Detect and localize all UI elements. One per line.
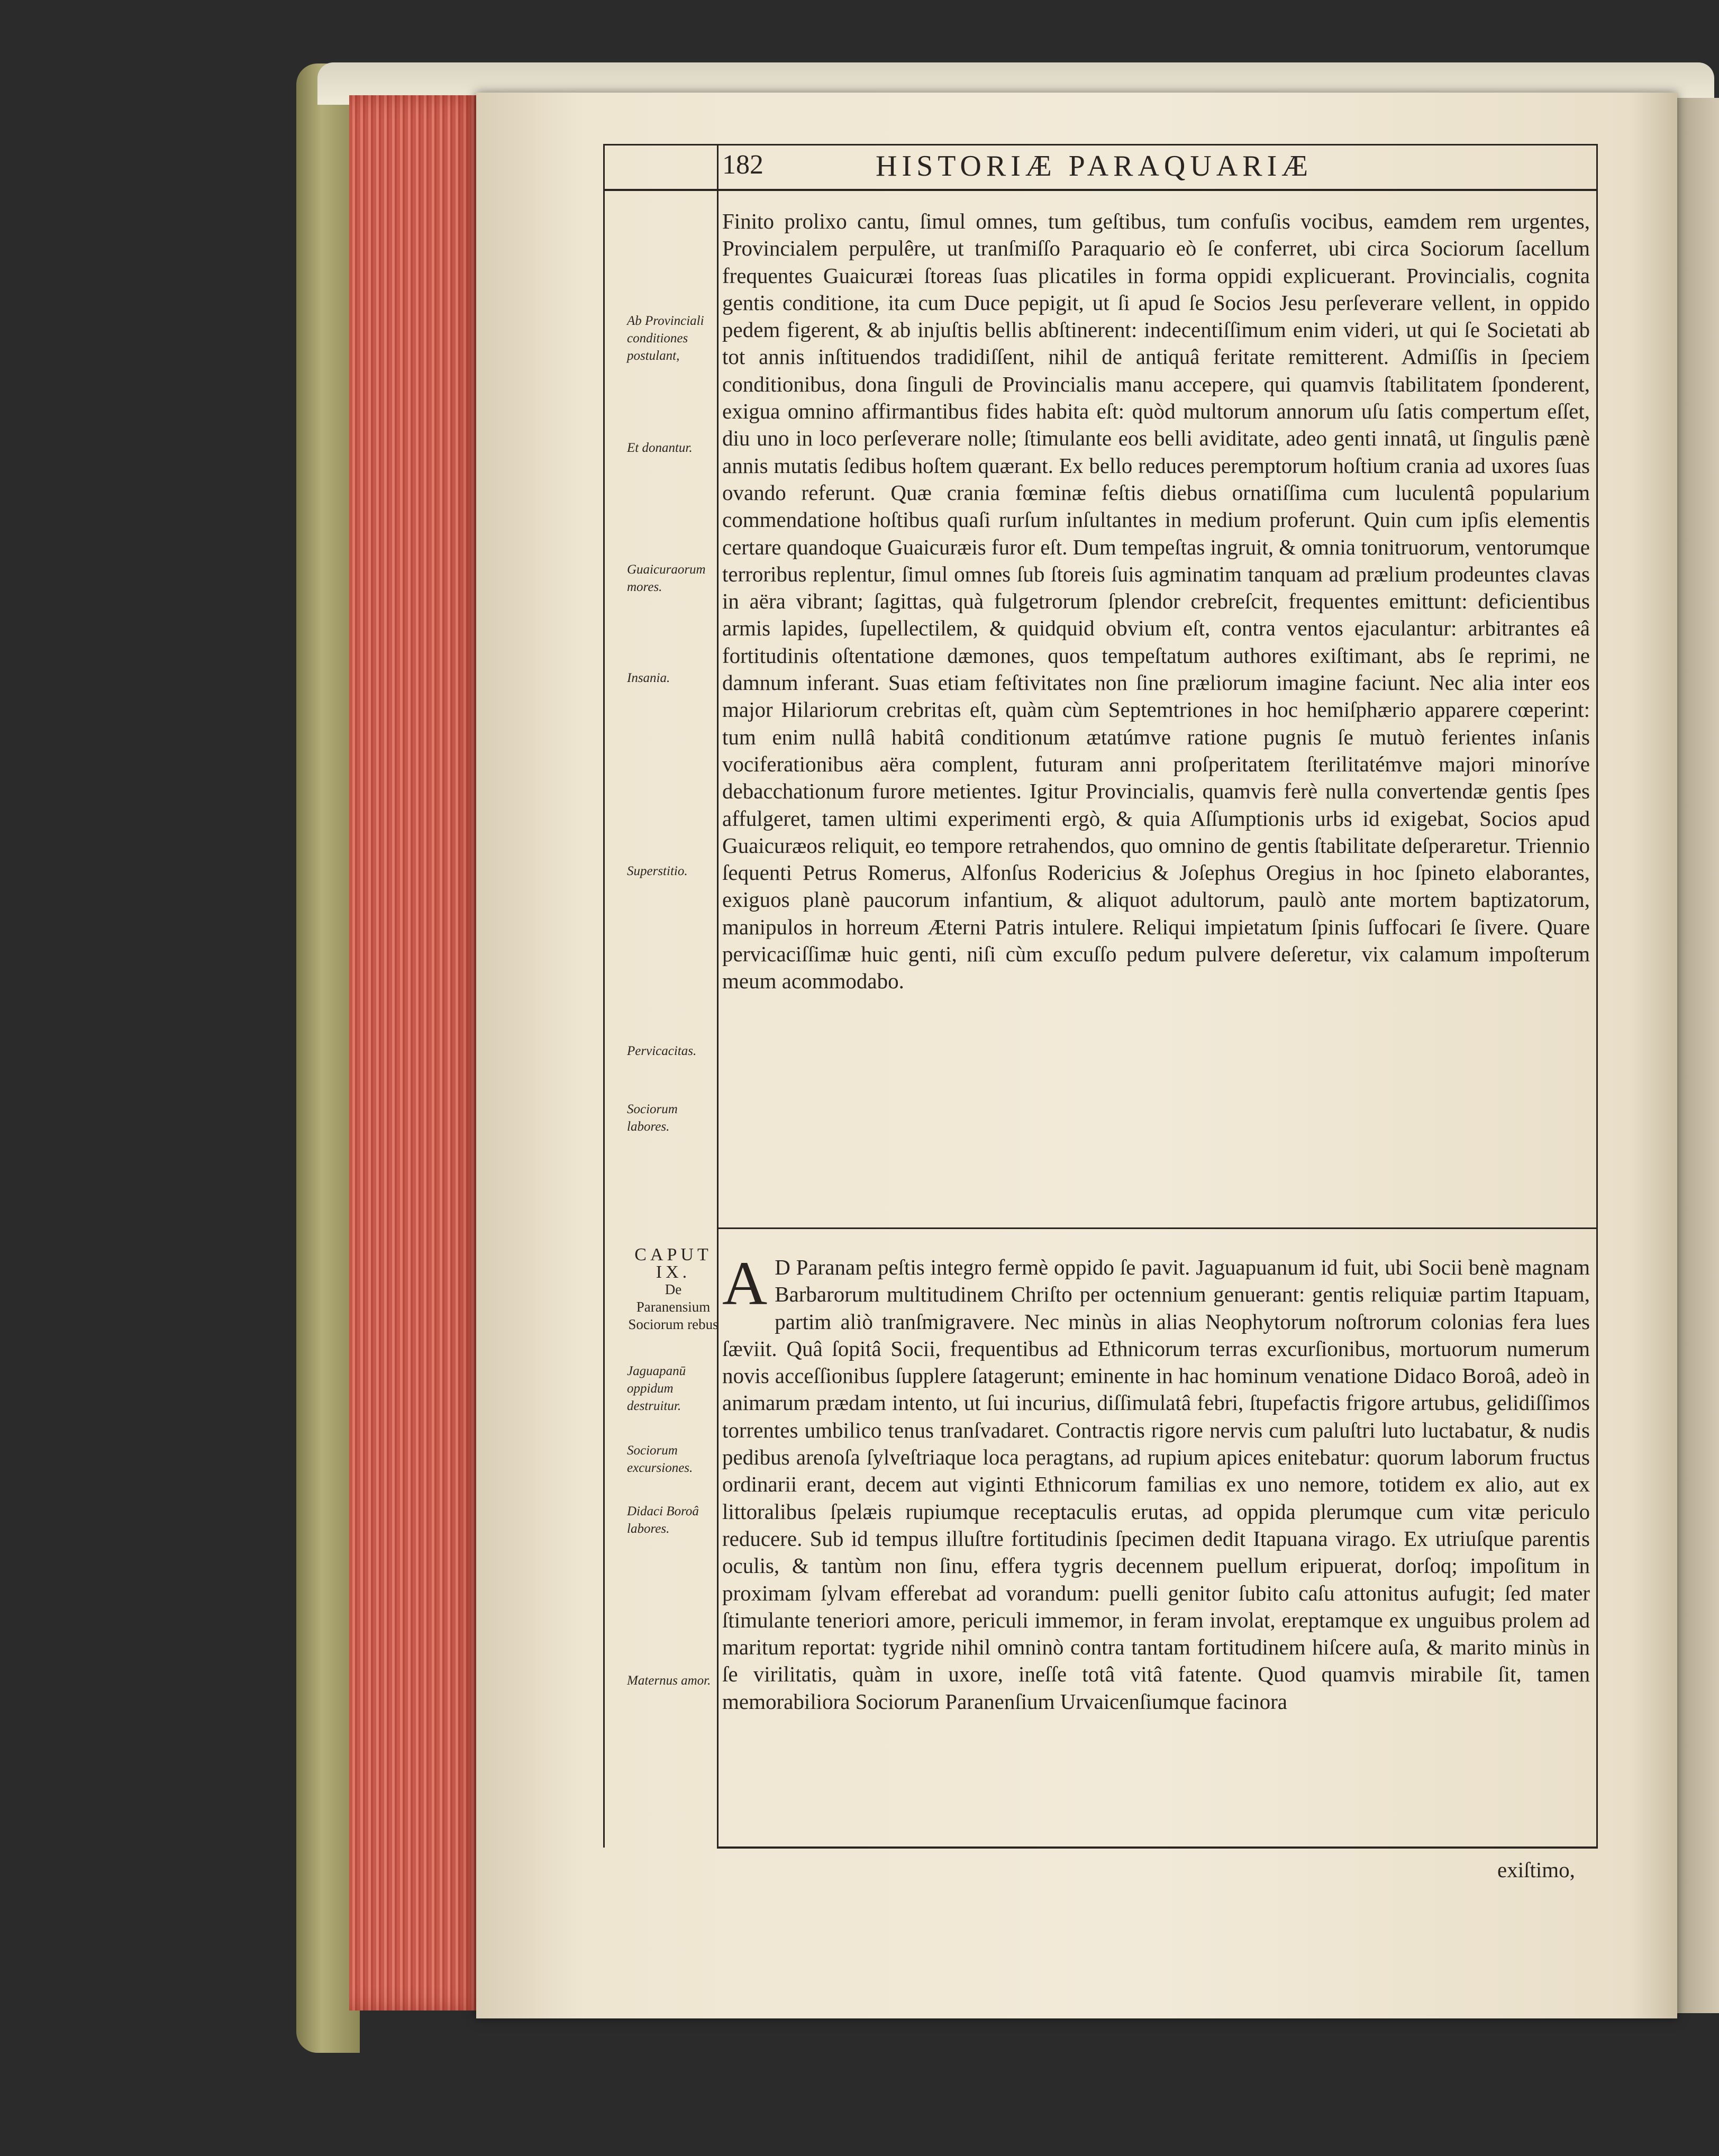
chapter-heading [627,1246,720,1333]
body-paragraph-1 [722,208,1590,995]
header-rule [603,189,1598,191]
margin-note: Pervicacitas. [627,1044,697,1058]
margin-note: Insania. [627,671,670,685]
margin-note: Sociorum labores. [627,1102,678,1134]
margin-note: Ab Provinciali conditiones postulant, [627,314,704,363]
paragraph-text: Finito prolixo cantu, ſimul omnes, tum geſtibus, tum confuſis vocibus, eamdem rem urgentes, Provincialem perpulêre, ut tranſmiſſo Paraquario eò ſe conferret, ubi circa Sociorum ſacellum frequentes Guaicuræi ſtoreas ſuas plicatiles in forma oppidi explicuerant. Provincialis, cognita gentis conditione, ita cum Duce pepigit, ut ſi apud ſe Socios Jesu perſeverare vellent, in oppido pedem figerent, & ab injuſtis bellis abſtinerent: indecentiſſimum enim videri, ut qui ſe Societati ab tot annis inſtituendos tradidiſſent, nihil de antiquâ feritate remitterent. Admiſſis in ſpeciem conditionibus, dona ſinguli de Provincialis manu accepere, qui quamvis ſtabilitatem ſponderent, exigua omnino affirmantibus fides habita eſt: quòd multorum annorum uſu ſatis compertum eſſet, diu uno in loco perſeverare nolle; ſtimulante eos belli aviditate, adeo genti innatâ, ut ſingulis pænè annis mutatis ſedibus hoſtem quærant. Ex bello reduces peremptorum hoſtium crania ad uxores ſuas ovando referunt. Quæ crania fœminæ feſtis diebus ornatiſſima cum luculentâ popularium commendatione hoſtibus quaſi rurſum inſultantes in medium proferunt. Quin cum ipſis elementis certare quandoque Guaicuræis furor eſt. Dum tempeſtas ingruit, & omnia tonitruorum, ventorumque terroribus replentur, ſimul omnes ſub ſtoreis ſuis agminatim tanquam ad prælium prodeuntes clavas in aëra vibrant; ſagittas, quà fulgetrorum ſplendor crebreſcit, frequentes emittunt: deficientibus armis lapides, ſupellectilem, & quidquid obvium eſt, contra ventos ejaculantur: arbitrantes eâ fortitudinis oſtentatione dæmones, quos tempeſtatum authores exiſtimant, abs ſe reprimi, ne damnum inferant. Suas etiam feſtivitates non ſine præliorum imagine faciunt. Nec alia inter eos major Hilariorum crebritas eſt, quàm cùm Septemtriones in hoc hemiſphærio apparere cœperint: tum enim nullâ habitâ conditionum ætatúmve ratione pugnis ſe mutuò ferientes inſanis vociferationibus aëra complent, futuram anni proſperitatem ſterilitatémve majori minoríve debacchationum furore metientes. Igitur Provincialis, quamvis ferè nulla convertendæ gentis ſpes affulgeret, tamen ultimi experimenti ergò, & quia Aſſumptionis urbs id exigebat, Socios apud Guaicuræos reliquit, eo tempore retrahendos, quo omnino de gentis ſtabilitate deſperaretur. Triennio ſequenti Petrus Romerus, Alfonſus Rodericius & Joſephus Oregius in hoc ſpineto elaborantes, exiguos planè paucorum infantium, & aliquot adultorum, paulò ante mortem baptizatorum, manipulos in horreum Æterni Patris intulere. Reliqui impietatum ſpinis ſuffocari ſe ſivere. Quare pervicaciſſimæ huic genti, niſi cùm excuſſo pedum pulvere deſeretur, vix calamum impoſterum meum acommodabo. [722,209,1590,994]
chapter-separator-rule [717,1227,1598,1229]
page-header [722,149,1590,186]
margin-note: Superstitio. [627,864,688,878]
running-title: HISTORIÆ PARAQUARIÆ [876,150,1313,183]
margin-note: Jaguapanū oppidum destruitur. [627,1364,686,1413]
margin-column-rule [717,144,718,1848]
top-rule [603,144,1598,145]
margin-note: Maternus amor. [627,1673,711,1688]
bottom-rule [717,1846,1598,1849]
margin-note: Sociorum excursiones. [627,1443,693,1475]
body-paragraph-2 [722,1249,1590,1715]
margin-note: Et donantur. [627,441,693,455]
right-frame-rule [1596,144,1598,1848]
chapter-number: IX. [656,1262,691,1282]
paragraph-text: D Paranam peſtis integro fermè oppido ſe pavit. Jaguapuanum id fuit, ubi Socii benè magnam Barbarorum multitudinem Chriſto per octennium genuerant: gentis reliquiæ partim Itapuam, partim aliò tranſmigravere. Nec minùs in alias Neophytorum noſtrorum colonias fera lues ſæviit. Quâ ſopitâ Socii, frequentibus ad Ethnicorum terras excurſionibus, mortuorum numerum novis acceſſionibus ſupplere ſatagerunt; eminente in hac hominum venatione Didaco Boroâ, adeò in animarum prædam intento, ut ſui incurius, diſſimulatâ febri, ſtupefactis frigore artubus, gelidiſſimos torrentes umbilico tenus tranſvadaret. Contractis rigore nervis cum paluſtri luto luctabatur, & nudis pedibus arenoſa ſylveſtriaque loca peragtans, ad rupium apices enitebatur: quorum laborum fructus ordinarii erant, decem aut viginti Ethnicorum familias ex uno nemore, totidem ex alio, aut ex littoralibus ſpelæis rupiumque receptaculis erutas, ad oppida plerumque cum vitæ periculo reducere. Sub id tempus illuſtre fortitudinis ſpecimen dedit Itapuana virago. Ex utriuſque parentis oculis, & tantùm non ſinu, effera tygris decennem puellum eripuerat, dorſoq; impoſitum in proximam ſylvam efferebat ad vorandum: puelli genitor ſubito caſu attonitus aufugit; ſed mater ſtimulante teneriori amore, periculi immemor, in feram involat, ereptamque ex unguibus prolem ad maritum reportat: tygride nihil omninò contra tantam fortitudinem hiſcere auſa, & marito minùs in ſe virilitatis, quàm in uxore, ineſſe totâ vitâ fatente. Quod quamvis mirabile ſit, tamen memorabiliora Sociorum Paranenſium Urvaicenſiumque facinora [722,1255,1590,1714]
catchword: exiſtimo, [1497,1858,1575,1882]
drop-cap: A [722,1249,768,1318]
chapter-label: CAPUT [634,1245,712,1265]
page-number: 182 [722,150,763,180]
red-page-edges [349,95,487,2011]
chapter-title: De Paranensium Sociorum rebus [628,1281,718,1332]
left-frame-rule [603,144,605,1848]
margin-note: Didaci Boroâ labores. [627,1504,699,1536]
margin-note: Guaicuraorum mores. [627,562,706,594]
